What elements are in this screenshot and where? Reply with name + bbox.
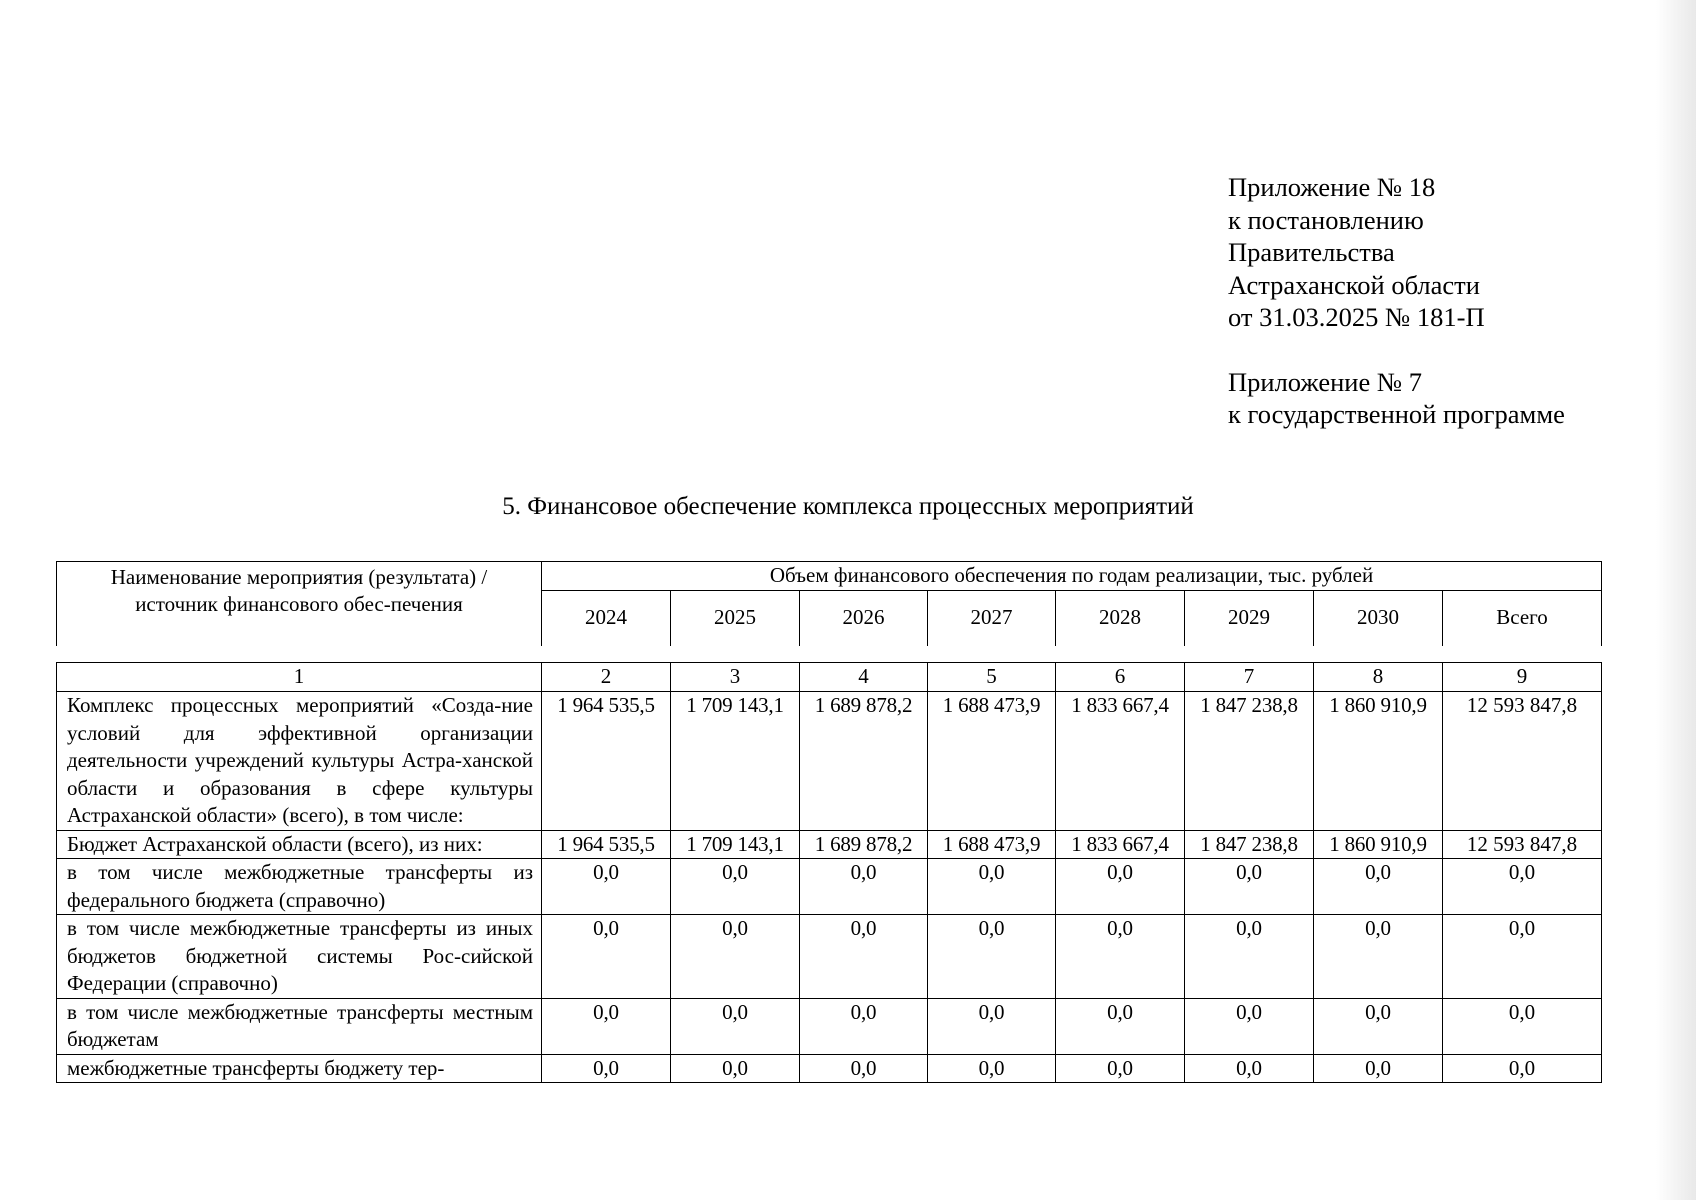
column-number: 8 (1314, 663, 1443, 692)
cell-value: 0,0 (1056, 1054, 1185, 1083)
cell-value: 0,0 (1185, 859, 1314, 915)
cell-value: 1 860 910,9 (1314, 830, 1443, 859)
cell-value: 0,0 (800, 1054, 928, 1083)
column-number: 3 (671, 663, 800, 692)
appendix-line: Приложение № 18 (1228, 172, 1436, 202)
cell-value: 0,0 (928, 998, 1056, 1054)
year-header: 2024 (542, 590, 671, 646)
cell-value: 0,0 (1185, 998, 1314, 1054)
cell-value: 1 709 143,1 (671, 830, 800, 859)
cell-value: 1 689 878,2 (800, 692, 928, 831)
column-number: 5 (928, 663, 1056, 692)
column-number: 2 (542, 663, 671, 692)
cell-value: 1 964 535,5 (542, 830, 671, 859)
cell-total: 0,0 (1443, 1054, 1602, 1083)
page-edge-shadow (1656, 0, 1696, 1200)
row-name: в том числе межбюджетные трансферты из федерального бюджета (справочно) (57, 859, 542, 915)
cell-value: 0,0 (671, 998, 800, 1054)
cell-total: 0,0 (1443, 859, 1602, 915)
cell-value: 0,0 (1185, 915, 1314, 999)
table-row (57, 692, 1602, 831)
section-title: 5. Финансовое обеспечение комплекса процессных мероприятий (502, 493, 1194, 520)
cell-value: 0,0 (1314, 915, 1443, 999)
appendix-line: от 31.03.2025 № 181-П (1228, 302, 1485, 332)
table-row (57, 830, 1602, 859)
cell-value: 0,0 (928, 915, 1056, 999)
appendix-line: к постановлению (1228, 204, 1424, 235)
cell-value: 1 709 143,1 (671, 692, 800, 831)
appendix-gap (1228, 334, 1565, 366)
cell-value: 0,0 (1056, 915, 1185, 999)
appendix-line: к государственной программе (1228, 399, 1565, 429)
column-number: 7 (1185, 663, 1314, 692)
cell-value: 0,0 (928, 859, 1056, 915)
table-row (57, 1054, 1602, 1083)
cell-value: 0,0 (928, 1054, 1056, 1083)
table-row (57, 859, 1602, 915)
row-name: Комплекс процессных мероприятий «Созда-ние условий для эффективной организации деятельности учреждений культуры Астра-ханской области и образования в сфере культуры Астраханской области» (всего), в том числе: (57, 692, 542, 831)
cell-value: 0,0 (1056, 998, 1185, 1054)
cell-total: 0,0 (1443, 915, 1602, 999)
cell-value: 0,0 (542, 1054, 671, 1083)
cell-value: 1 964 535,5 (542, 692, 671, 831)
cell-value: 1 847 238,8 (1185, 692, 1314, 831)
cell-value: 0,0 (671, 1054, 800, 1083)
cell-value: 0,0 (1314, 1054, 1443, 1083)
column-number: 9 (1443, 663, 1602, 692)
row-name: в том числе межбюджетные трансферты из иных бюджетов бюджетной системы Рос-сийской Федерации (справочно) (57, 915, 542, 999)
cell-value: 1 833 667,4 (1056, 830, 1185, 859)
cell-value: 0,0 (671, 915, 800, 999)
cell-value: 1 860 910,9 (1314, 692, 1443, 831)
row-name: Бюджет Астраханской области (всего), из них: (57, 830, 542, 859)
cell-value: 0,0 (800, 915, 928, 999)
cell-value: 0,0 (800, 998, 928, 1054)
cell-total: 0,0 (1443, 998, 1602, 1054)
cell-value: 0,0 (800, 859, 928, 915)
year-header: 2026 (800, 590, 928, 646)
appendix-line: Астраханской области (1228, 269, 1480, 300)
cell-value: 0,0 (1314, 998, 1443, 1054)
cell-value: 0,0 (1056, 859, 1185, 915)
year-header: 2030 (1314, 590, 1443, 646)
funding-group-header: Объем финансового обеспечения по годам реализации, тыс. рублей (542, 562, 1602, 591)
year-header: 2027 (928, 590, 1056, 646)
column-number: 6 (1056, 663, 1185, 692)
appendix-line: Правительства (1228, 237, 1395, 267)
cell-value: 0,0 (542, 915, 671, 999)
table-row (57, 915, 1602, 999)
row-name: в том числе межбюджетные трансферты местным бюджетам (57, 998, 542, 1054)
appendix-line: Приложение № 7 (1228, 366, 1423, 397)
appendix-block (1228, 171, 1565, 431)
cell-value: 0,0 (542, 859, 671, 915)
table-row (57, 998, 1602, 1054)
row-name: межбюджетные трансферты бюджету тер- (57, 1054, 542, 1083)
table-header (56, 561, 1602, 646)
column-number: 1 (57, 663, 542, 692)
cell-value: 1 847 238,8 (1185, 830, 1314, 859)
cell-value: 0,0 (671, 859, 800, 915)
funding-table (56, 662, 1602, 1083)
year-header: 2029 (1185, 590, 1314, 646)
cell-value: 0,0 (1185, 1054, 1314, 1083)
cell-value: 0,0 (1314, 859, 1443, 915)
cell-total: 12 593 847,8 (1443, 692, 1602, 831)
cell-value: 1 833 667,4 (1056, 692, 1185, 831)
total-header: Всего (1443, 590, 1602, 646)
cell-value: 1 689 878,2 (800, 830, 928, 859)
year-header: 2025 (671, 590, 800, 646)
name-column-header: Наименование мероприятия (результата) / источник финансового обес-печения (57, 562, 542, 646)
cell-value: 1 688 473,9 (928, 692, 1056, 831)
cell-value: 1 688 473,9 (928, 830, 1056, 859)
cell-total: 12 593 847,8 (1443, 830, 1602, 859)
cell-value: 0,0 (542, 998, 671, 1054)
year-header: 2028 (1056, 590, 1185, 646)
column-number-row (57, 663, 1602, 692)
column-number: 4 (800, 663, 928, 692)
